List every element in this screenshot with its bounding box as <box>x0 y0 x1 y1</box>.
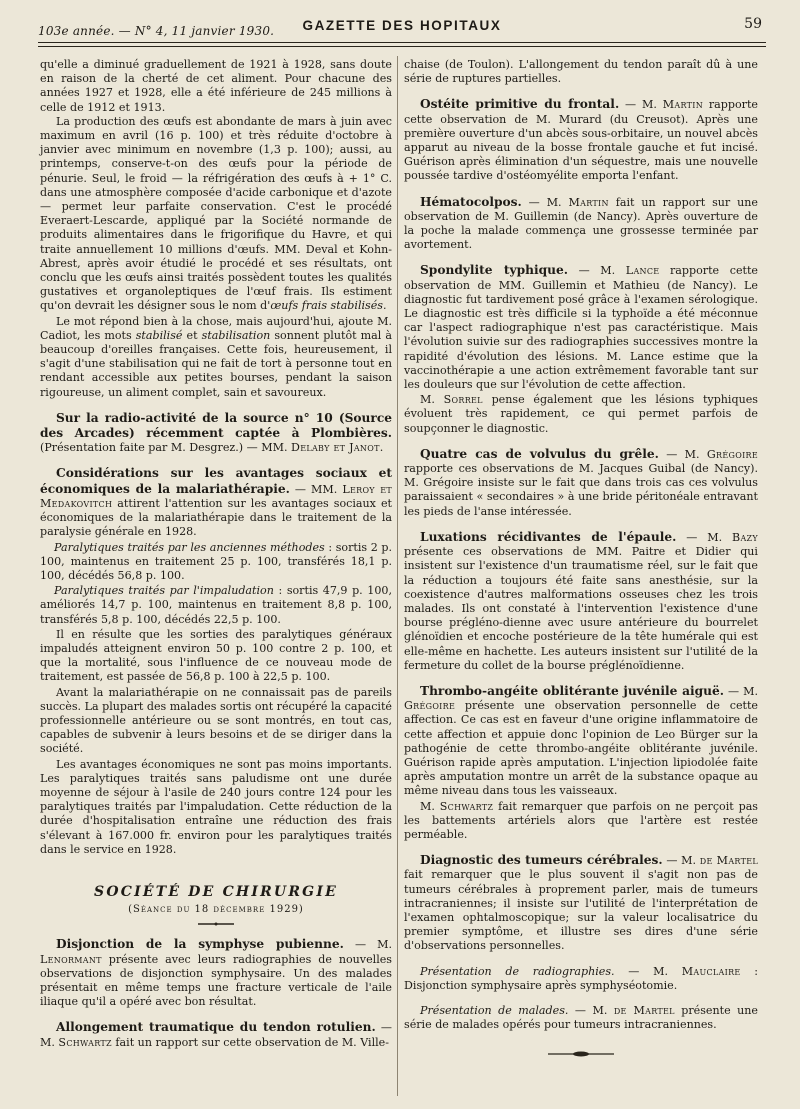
article-malariatherapie: Considérations sur les avantages sociaux et économiques de la malariathérapie. — MM. Leroy et Medakovitch attirent l'attention sur les avantages sociaux et économiques de la malariathérapie dans le traitement de la paralysie générale en 1928. <box>40 466 392 539</box>
author-names: Martin <box>662 98 704 112</box>
author-names: Grégoire <box>706 447 758 461</box>
issue-info: 103e année. — N° 4, 11 janvier 1930. <box>38 24 275 38</box>
article-title: Luxations récidivantes de l'épaule. <box>420 529 677 544</box>
article-luxations: Luxations récidivantes de l'épaule. — M. Bazy présente ces observations de MM. Paitre et Didier qui insistent sur l'existence d'un traumatisme réel, sur le fait que la réduction a toujours été faite sans anesthésie, sur la coexistence d'autres malformations osseuses chez les trois malades. Ils ont constaté à l'intervention l'existence d'une bourse prégléno-dienne avec usure antérieure du bourrelet glénoïdien et encoche postérieure de la tête humérale qui est elle-même en hachette. Les auteurs insistent sur l'utilité de la fermeture du collet de la bourse préglénoïdienne. <box>404 529 758 672</box>
article-tumeurs-cerebrales: Diagnostic des tumeurs cérébrales. — M. de Martel fait remarquer que le plus souvent il s'agit non pas de tumeurs cérébrales à proprement parler, mais de tumeurs intracraniennes; il insiste sur l'utilité de l'interprétation de l'examen ophtalmoscopique; sur la valeur localisatrice du premier symptôme, et illustre ses dires d'une série d'observations personnelles. <box>404 853 758 953</box>
article-title: Quatre cas de volvulus du grêle. <box>420 446 659 461</box>
paragraph: chaise (de Toulon). L'allongement du tendon paraît dû à une série de ruptures partielles. <box>404 58 758 86</box>
author-names: Schwartz <box>58 1035 112 1049</box>
article-title: Ostéite primitive du frontal. <box>420 97 620 112</box>
article-allongement: Allongement traumatique du tendon rotulien. — M. Schwartz fait un rapport sur cette observation de M. Ville- <box>40 1020 392 1049</box>
author-names: Lenormant <box>40 952 102 966</box>
author-names: Sorrel <box>443 393 483 407</box>
presentation-malades: Présentation de malades. — M. de Martel présente une série de malades opérés pour tumeurs intracraniennes. <box>404 1003 758 1032</box>
article-thrombo-angeite: Thrombo-angéite oblitérante juvénile aiguë. — M. Grégoire présente une observation personnelle de cette affection. Ce cas est en faveur d'une origine inflammatoire de cette affection et appuie donc l'opinion de Leo Bürger sur la pathogénie de cette thrombo-angéite oblitérante juvénile. Guérison rapide après amputation. L'injection lipiodolée faite après amputation montre un arrêt de la substance opaque au même niveau dans tous les vaisseaux. <box>404 683 758 798</box>
article-title: Disjonction de la symphyse pubienne. <box>56 937 344 952</box>
journal-title: GAZETTE DES HOPITAUX <box>302 18 502 33</box>
article-title: Considérations sur les avantages sociaux et économiques de la malariathérapie. <box>40 466 392 496</box>
header-rule <box>38 42 766 43</box>
author-names: Bazy <box>732 530 758 544</box>
right-column <box>404 58 758 1058</box>
author-names: Leroy et Medakovitch <box>40 482 392 510</box>
article-disjonction: Disjonction de la symphyse pubienne. — M. Lenormant présente avec leurs radiographies de nouvelles observations de disjonction symphysaire. Un des malades présentait en même temps une fracture verticale de l'aile iliaque qu'il a opéré avec bon résultat. <box>40 937 392 1009</box>
article-osteite: Ostéite primitive du frontal. — M. Martin rapporte cette observation de M. Murard (du Creusot). Après une première ouverture d'un abcès sous-orbitaire, un nouvel abcès apparut au niveau de la bosse frontale gauche et fut incisé. Guérison après élimination d'un séquestre, mais une nouvelle poussée tardive d'ostéomyélite emporta l'enfant. <box>404 97 759 183</box>
article-title: Thrombo-angéite oblitérante juvénile aiguë. <box>420 683 725 698</box>
article-title: Spondylite typhique. <box>420 263 568 278</box>
author-names: Grégoire <box>404 699 456 713</box>
article-radio-activite: Sur la radio-activité de la source n° 10 (Source des Arcades) récemment captée à Plombières. (Présentation faite par M. Desgrez.) — MM. Delaby et Janot. <box>40 410 392 455</box>
author-names: Schwartz <box>439 799 494 813</box>
author-names: Lance <box>625 264 660 278</box>
article-title: Sur la radio-activité de la source n° 10 (Source des Arcades) récemment captée à Plombières. <box>40 410 392 441</box>
author-names: de Martel <box>613 1003 675 1017</box>
article-volvulus: Quatre cas de volvulus du grêle. — M. Grégoire rapporte ces observations de M. Jacques Guibal (de Nancy). M. Grégoire insiste sur le fait que dans trois cas ces volvulus paraissaient « secondaires » à une bride péritonéale entravant les pieds de l'anse intéressée. <box>404 446 758 518</box>
paragraph: Paralytiques traités par les anciennes méthodes : sortis 2 p. 100, maintenus en traitement 25 p. 100, transférés 18,1 p. 100, décédés 56,8 p. 100. <box>40 540 392 582</box>
paragraph: Les avantages économiques ne sont pas moins importants. Les paralytiques traités sans paludisme ont une durée moyenne de séjour à l'asile de 240 jours contre 124 pour les paralytiques traités par l'impaludation. Cette réduction de la durée d'hospitalisation entraîne une réduction des frais s'élevant à 167.000 fr. environ pour les paralytiques traités dans le service en 1928. <box>40 757 392 856</box>
column-divider <box>397 56 398 1096</box>
society-title: SOCIÉTÉ DE CHIRURGIE <box>94 883 338 900</box>
paragraph: Avant la malariathérapie on ne connaissait pas de pareils succès. La plupart des malades sortis ont récupéré la capacité professionnelle antérieure ou se sont montrés, en tout cas, capables de subvenir à leurs besoins et de se diriger dans la société. <box>40 685 392 756</box>
ornament-rule <box>198 921 234 927</box>
author-names: Delaby et Janot. <box>291 441 384 455</box>
left-column <box>40 58 392 1051</box>
header-rule-thin <box>38 46 766 47</box>
paragraph: Le mot répond bien à la chose, mais aujourd'hui, ajoute M. Cadiot, les mots stabilisé et stabilisation sonnent plutôt mal à beaucoup d'oreilles françaises. Cette fois, heureusement, il s'agit d'une stabilisation qui ne fait de tort à personne tout en rendant accessible aux petites bourses, pendant la saison rigoureuse, un aliment complet, sain et savoureux. <box>40 314 392 399</box>
page-header <box>38 14 766 38</box>
paragraph: qu'elle a diminué graduellement de 1921 à 1928, sans doute en raison de la cherté de cet aliment. Pour chacune des années 1927 et 1928, elle a été inférieure de 245 millions à celle de 1912 et 1913. <box>40 58 392 114</box>
session-date: (Séance du 18 décembre 1929) <box>128 904 304 916</box>
paragraph: La production des œufs est abondante de mars à juin avec maximum en avril (16 p. 100) et très réduite d'octobre à janvier avec minimum en novembre (1,3 p. 100); aussi, au printemps, conserve-t-on des œufs pour la période de pénurie. Seul, le froid — la réfrigération des œufs à + 1° C. dans une atmosphère composée d'acide carbonique et d'azote — permet leur parfaite conservation. C'est le procédé Everaert-Lescarde, appliqué par la Société normande de produits alimentaires dans le frigorifique du Havre, et qui traite annuellement 10 millions d'œufs. MM. Deval et Kohn-Abrest, après avoir étudié le procédé et ses résultats, ont conclu que les œufs ainsi traités possèdent toutes les qualités gustatives et organoleptiques de l'œuf frais. Ils estiment qu'on devrait les désigner sous le nom d'œufs frais stabilisés. <box>40 114 392 313</box>
end-ornament <box>546 1050 616 1058</box>
author-names: Martin <box>568 195 609 209</box>
page-number: 59 <box>744 16 762 32</box>
article-title: Allongement traumatique du tendon rotulien. <box>56 1020 376 1035</box>
paragraph: M. Schwartz fait remarquer que parfois on ne perçoit pas les battements artériels alors que l'artère est restée perméable. <box>404 799 758 841</box>
paragraph: Paralytiques traités par l'impaludation : sortis 47,9 p. 100, améliorés 14,7 p. 100, maintenus en traitement 8,8 p. 100, transférés 5,8 p. 100, décédés 22,5 p. 100. <box>40 584 392 626</box>
author-names: de Martel <box>699 854 758 868</box>
article-title: Diagnostic des tumeurs cérébrales. <box>420 853 663 868</box>
author-names: Mauclaire <box>681 964 741 978</box>
presentation-radiographies: Présentation de radiographies. — M. Mauclaire : Disjonction symphysaire après symphyséotomie. <box>404 964 759 992</box>
article-spondylite: Spondylite typhique. — M. Lance rapporte cette observation de MM. Guillemin et Mathieu (de Nancy). Le diagnostic fut tardivement posé grâce à l'examen sérologique. Le diagnostic est très difficile si la typhoïde a été méconnue car l'aspect radiographique n'est pas caractéristique. Mais l'évolution suivie sur des radiographies successives montre la rapidité d'évolution des lésions. M. Lance estime que la vaccinothérapie a une action extrêmement favorable tant sur les douleurs que sur l'évolution de cette affection. <box>404 263 758 392</box>
paragraph: Il en résulte que les sorties des paralytiques généraux impaludés atteignent environ 50 p. 100 contre 2 p. 100, et que la mortalité, sous l'influence de ce nouveau mode de traitement, est passée de 56,8 p. 100 à 22,5 p. 100. <box>40 627 392 684</box>
article-hematocolpos: Hématocolpos. — M. Martin fait un rapport sur une observation de M. Guillemin (de Nancy). Après ouverture de la poche la malade commença une grossesse terminée par avortement. <box>404 194 758 252</box>
paragraph: M. Sorrel pense également que les lésions typhiques évoluent très rapidement, ce qui permet parfois de soupçonner le diagnostic. <box>404 393 758 435</box>
article-title: Hématocolpos. <box>420 194 522 209</box>
